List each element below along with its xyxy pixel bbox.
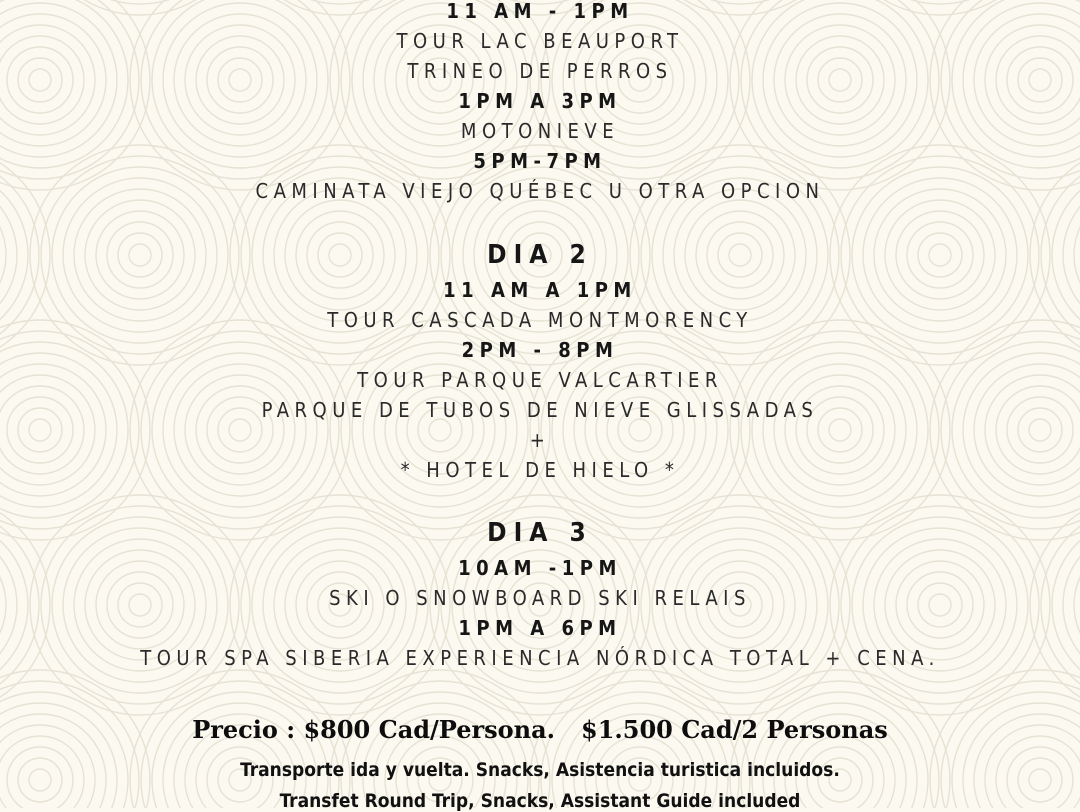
dia1-slot1-activity-2: TRINEO DE PERROS <box>407 59 673 83</box>
dia3-slot2-time: 1PM A 6PM <box>458 616 622 640</box>
dia2-slot1-activity-1: TOUR CASCADA MONTMORENCY <box>327 308 753 332</box>
dia2-slot2-time: 2PM - 8PM <box>461 338 619 362</box>
included-english: Transfet Round Trip, Snacks, Assistant Guide included <box>279 790 801 812</box>
dia1-slot3-time: 5PM-7PM <box>473 149 607 173</box>
dia3-slot1-activity-1: SKI O SNOWBOARD SKI RELAIS <box>329 586 751 610</box>
dia2-title: DIA 2 <box>487 240 593 270</box>
dia1-slot2-activity-1: MOTONIEVE <box>460 119 620 143</box>
dia3-slot1-time: 10AM -1PM <box>458 556 622 580</box>
dia1-slot2-time: 1PM A 3PM <box>458 89 622 113</box>
dia2-plus-sign: + <box>529 428 551 452</box>
dia2-slot2-activity-2: PARQUE DE TUBOS DE NIEVE GLISSADAS <box>261 398 819 422</box>
price-single: Precio : $800 Cad/Persona. <box>192 715 555 744</box>
dia2-slot2-activity-3: * HOTEL DE HIELO * <box>400 458 680 482</box>
dia2-slot2-activity-1: TOUR PARQUE VALCARTIER <box>357 368 723 392</box>
dia1-slot1-activity-1: TOUR LAC BEAUPORT <box>396 29 684 53</box>
included-spanish: Transporte ida y vuelta. Snacks, Asistencia turistica incluidos. <box>240 759 840 781</box>
dia1-slot3-activity-1: CAMINATA VIEJO QUÉBEC U OTRA OPCION <box>255 179 825 203</box>
price-double: $1.500 Cad/2 Personas <box>581 715 888 744</box>
dia2-slot1-time: 11 AM A 1PM <box>443 278 637 302</box>
dia3-title: DIA 3 <box>487 518 593 548</box>
price-line <box>0 715 1080 744</box>
dia3-slot2-activity-1: TOUR SPA SIBERIA EXPERIENCIA NÓRDICA TOTAL + CENA. <box>140 646 940 670</box>
dia1-slot1-time: 11 AM - 1PM <box>446 0 634 23</box>
